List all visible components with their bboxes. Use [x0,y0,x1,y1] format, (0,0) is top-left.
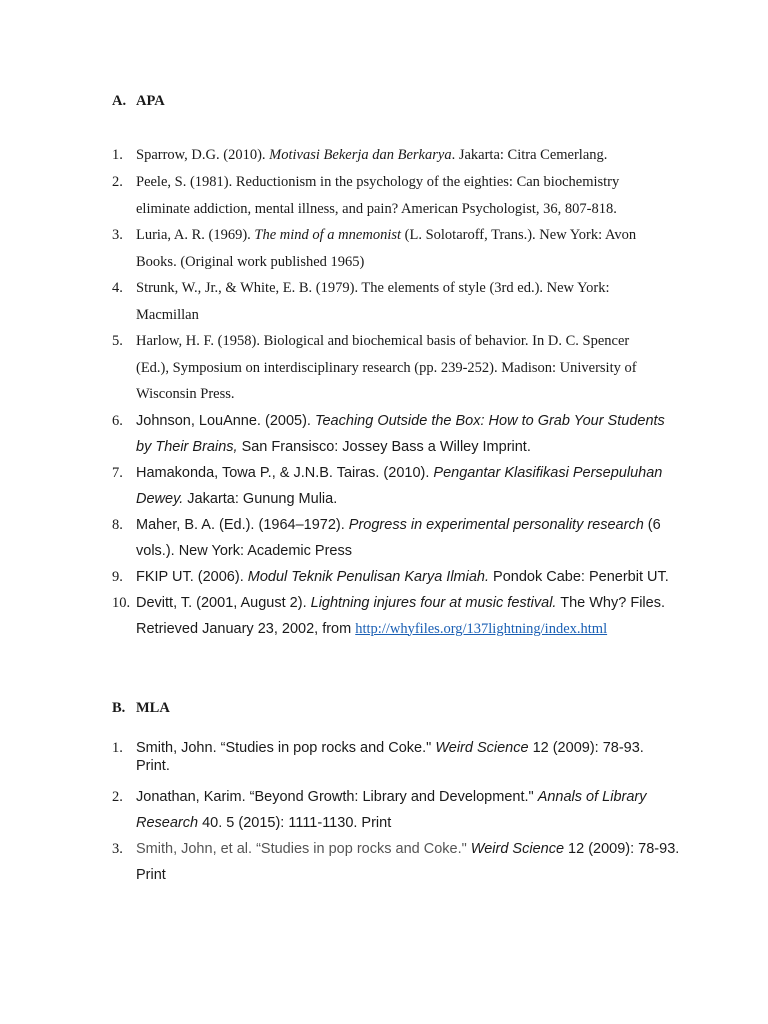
title-italic: by Their Brains, [136,438,238,455]
text: 40. 5 (2015): 1111-1130. Print [198,814,392,831]
item-number: 2. [112,174,123,190]
item-line [136,837,680,863]
item-line [136,487,672,513]
text: 12 (2009): 78-93. [528,740,644,756]
item-line [136,142,672,169]
text: San Fransisco: Jossey Bass a Willey Imprint. [237,438,531,455]
item-line: (Ed.), Symposium on interdisciplinary research (pp. 239-252). Madison: University of [136,359,637,376]
text: Luria, A. R. (1969). [136,227,255,243]
text: Pondok Cabe: Penerbit UT. [489,569,669,585]
section-letter: B. [112,700,126,716]
title-italic: Weird Science [470,841,565,857]
text: Jakarta: Gunung Mulia. [183,490,338,507]
text: (L. Solotaroff, Trans.). New York: Avon [401,227,637,243]
section-heading-mla [112,700,170,717]
title-italic: The mind of a mnemonist [254,227,402,243]
item-number: 2. [112,789,123,805]
text: Johnson, LouAnne. (2005). [136,413,315,429]
item-line [136,435,672,461]
list-item [112,169,672,222]
title-italic: Weird Science [435,740,529,756]
item-line: Print [136,866,166,883]
text: 12 (2009): 78-93. [564,841,680,857]
title-italic: Lightning injures four at music festival. [310,595,557,611]
list-item [112,785,672,836]
title-italic: Progress in experimental personality research [348,517,644,533]
text: (6 [643,517,661,533]
item-line: Wisconsin Press. [136,386,235,402]
list-item [112,409,672,460]
item-line [136,565,672,591]
list-item [112,739,672,775]
item-number: 1. [112,147,123,163]
list-item [112,142,672,169]
item-number: 10. [112,595,131,611]
section-title: APA [136,93,165,109]
text: Hamakonda, Towa P., & J.N.B. Tairas. (2010). [136,465,434,481]
text: Smith, John, et al. “Studies in pop rocks and Coke." [136,841,471,857]
item-line: Print. [136,758,170,774]
section-letter: A. [112,93,127,109]
text: Smith, John. “Studies in pop rocks and Coke." [136,740,436,756]
list-item [112,222,672,275]
list-item [112,565,672,591]
item-line [136,409,672,435]
list-item [112,591,672,642]
item-line [136,591,672,617]
item-line: Strunk, W., Jr., & White, E. B. (1979). The elements of style (3rd ed.). New York: [136,280,610,296]
item-line [136,811,672,837]
text: Maher, B. A. (Ed.). (1964–1972). [136,517,349,533]
item-line: Peele, S. (1981). Reductionism in the psychology of the eighties: Can biochemistry [136,174,620,190]
item-line: eliminate addiction, mental illness, and pain? American Psychologist, 36, 807-818. [136,200,617,217]
list-item [112,328,672,408]
list-item [112,275,672,328]
title-italic: Pengantar Klasifikasi Persepuluhan [433,465,663,481]
item-line: Books. (Original work published 1965) [136,253,365,270]
item-line [136,222,672,249]
reference-link[interactable]: http://whyfiles.org/137lightning/index.html [355,620,608,637]
item-number: 5. [112,333,123,349]
title-italic: Modul Teknik Penulisan Karya Ilmiah. [247,569,490,585]
list-item [112,513,672,564]
item-line: Harlow, H. F. (1958). Biological and biochemical basis of behavior. In D. C. Spencer [136,333,630,349]
text: Sparrow, D.G. (2010). [136,147,270,163]
item-line [136,461,672,487]
text: Devitt, T. (2001, August 2). [136,595,311,611]
item-number: 8. [112,517,123,533]
item-number: 4. [112,280,123,296]
list-item [112,461,672,512]
title-italic: Teaching Outside the Box: How to Grab Your Students [314,413,665,429]
section-heading-apa [112,93,165,110]
item-number: 7. [112,465,123,481]
item-number: 1. [112,740,123,756]
section-title: MLA [136,700,170,716]
title-italic: Dewey. [136,490,184,507]
item-line [136,785,672,811]
list-item [112,837,680,888]
text: Jonathan, Karim. “Beyond Growth: Library and Development." [136,789,538,805]
item-number: 9. [112,569,123,585]
item-number: 3. [112,227,123,243]
text: The Why? Files. [556,595,665,611]
item-line [136,617,672,643]
text: FKIP UT. (2006). [136,569,248,585]
item-number: 6. [112,413,123,429]
text: . Jakarta: Citra Cemerlang. [451,147,608,163]
title-italic: Research [136,814,199,831]
item-line: vols.). New York: Academic Press [136,542,352,559]
item-line [136,513,672,539]
item-number: 3. [112,841,123,857]
text: Retrieved January 23, 2002, from [136,620,356,637]
title-italic: Annals of Library [537,789,647,805]
item-line [136,739,672,757]
title-italic: Motivasi Bekerja dan Berkarya [269,147,452,163]
item-line: Macmillan [136,306,199,323]
